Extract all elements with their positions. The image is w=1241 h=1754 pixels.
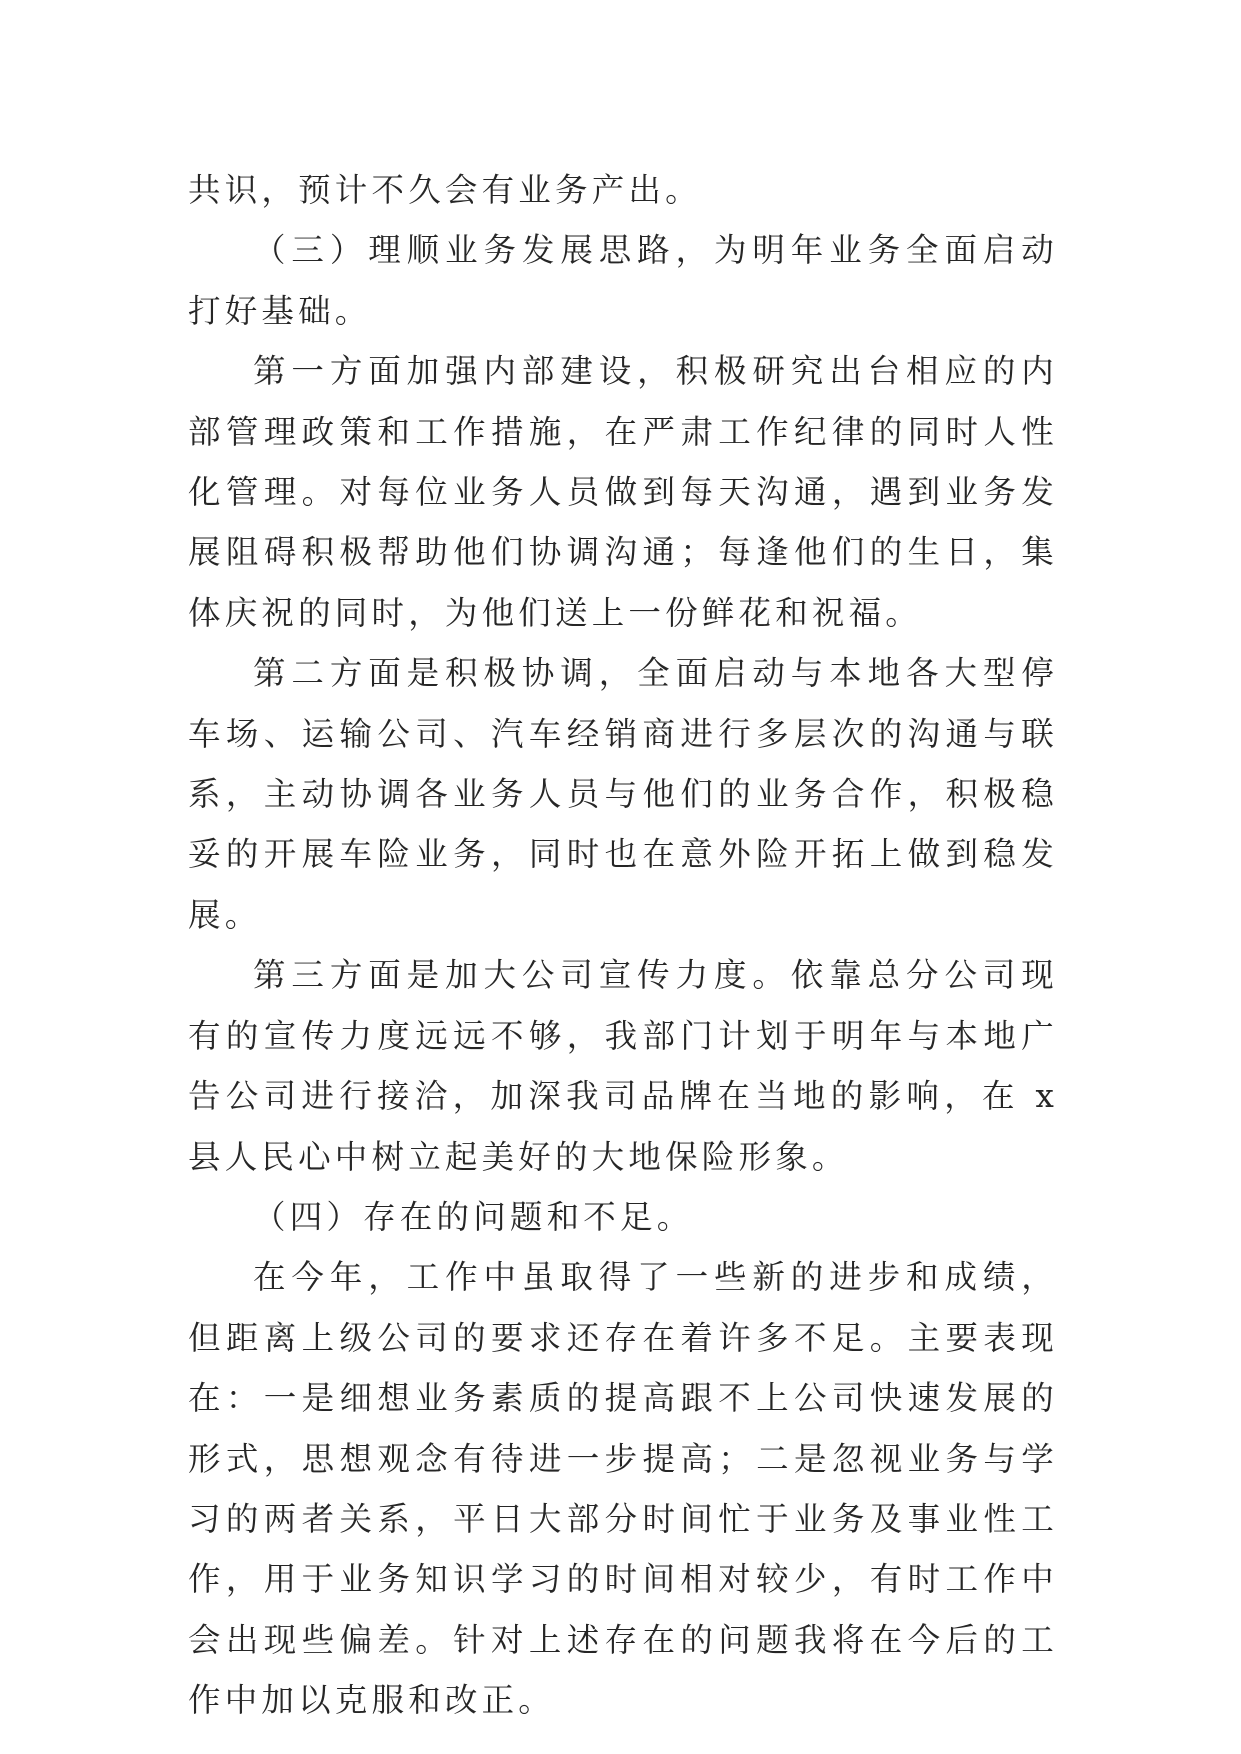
paragraph-internal-building: 第一方面加强内部建设，积极研究出台相应的内部管理政策和工作措施，在严肃工作纪律的同时人性化管理。对每位业务人员做到每天沟通，遇到业务发展阻碍积极帮助他们协调沟通；每逢他们的生日，集体庆祝的同时，为他们送上一份鲜花和祝福。 [188,352,1058,632]
paragraph-problems: 在今年，工作中虽取得了一些新的进步和成绩，但距离上级公司的要求还存在着许多不足。主要表现在：一是细想业务素质的提高跟不上公司快速发展的形式，思想观念有待进一步提高；二是忽视业务与学习的两者关系，平日大部分时间忙于业务及事业性工作，用于业务知识学习的时间相对较少，有时工作中会出现些偏差。针对上述存在的问题我将在今后的工作中加以克服和改正。 [188,1258,1058,1720]
paragraph-publicity: 第三方面是加大公司宣传力度。依靠总分公司现有的宣传力度远远不够，我部门计划于明年与本地广告公司进行接洽，加深我司品牌在当地的影响，在 x 县人民心中树立起美好的大地保险形象。 [188,956,1058,1176]
section-heading-three: （三）理顺业务发展思路，为明年业务全面启动打好基础。 [188,231,1058,330]
paragraph-continuation: 共识，预计不久会有业务产出。 [188,171,702,209]
paragraph-coordination: 第二方面是积极协调，全面启动与本地各大型停车场、运输公司、汽车经销商进行多层次的沟通与联系，主动协调各业务人员与他们的业务合作，积极稳妥的开展车险业务，同时也在意外险开拓上做到稳发展。 [188,654,1058,934]
section-heading-four: （四）存在的问题和不足。 [253,1197,694,1236]
document-body [188,160,1058,1731]
